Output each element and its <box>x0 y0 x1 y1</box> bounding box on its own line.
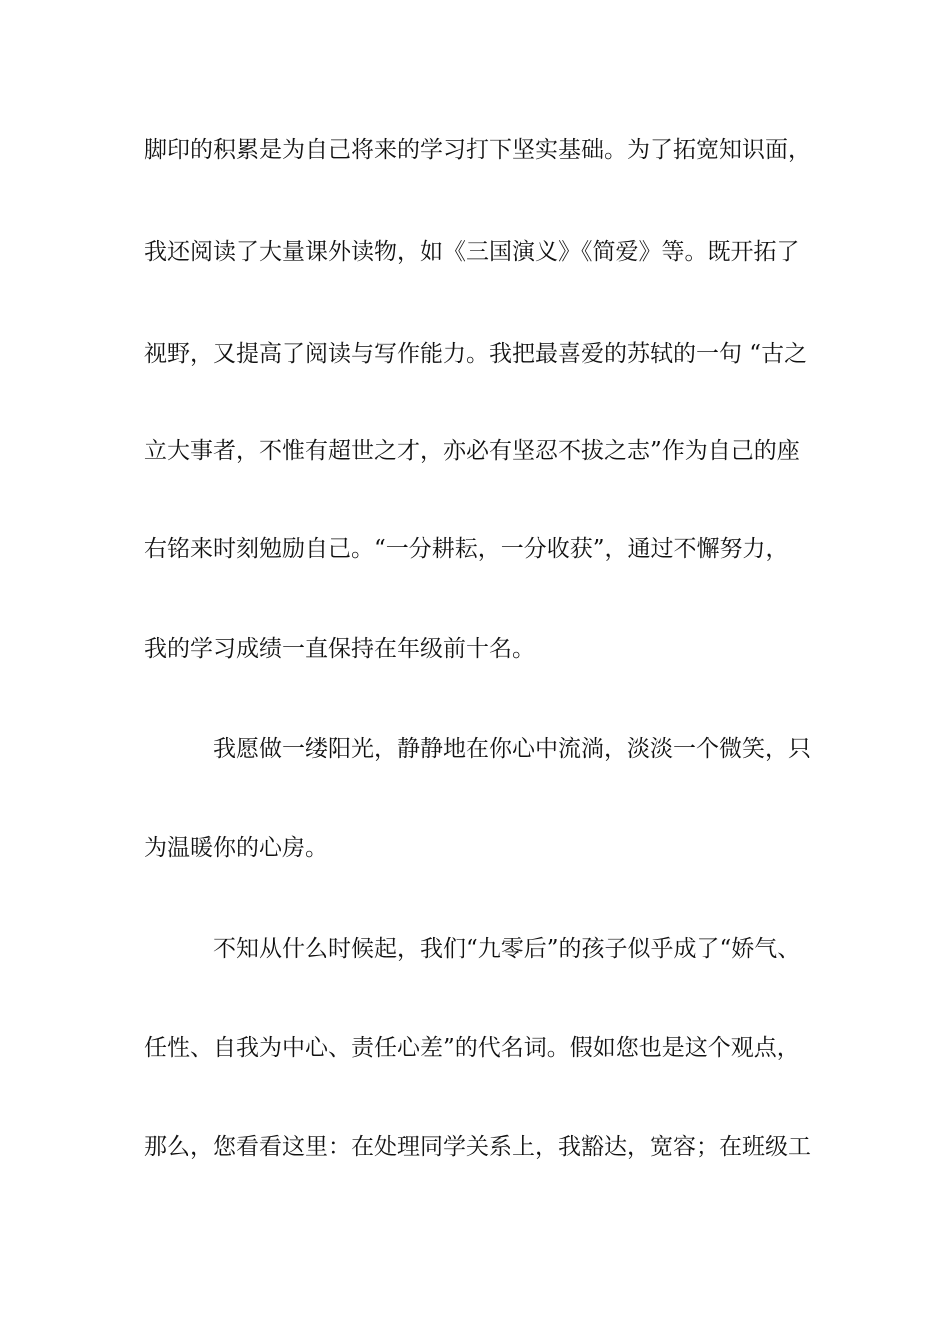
text-line: 脚印的积累是为自己将来的学习打下坚实基础。为了拓宽知识面， <box>144 137 811 163</box>
text-line: 立大事者，不惟有超世之才，亦必有坚忍不拔之志”作为自己的座 <box>144 438 800 464</box>
text-line: 我的学习成绩一直保持在年级前十名。 <box>144 636 535 662</box>
text-line: 那么，您看看这里：在处理同学关系上，我豁达，宽容；在班级工 <box>144 1134 811 1160</box>
text-line: 任性、自我为中心、责任心差”的代名词。假如您也是这个观点， <box>144 1035 800 1061</box>
text-line: 视野，又提高了阅读与写作能力。我把最喜爱的苏轼的一句 “古之 <box>144 341 808 367</box>
paragraph-first-line: 不知从什么时候起，我们“九零后”的孩子似乎成了“娇气、 <box>213 936 801 962</box>
paragraph-first-line: 我愿做一缕阳光，静静地在你心中流淌，淡淡一个微笑，只 <box>213 736 811 762</box>
text-line: 右铭来时刻勉励自己。“一分耕耘，一分收获”，通过不懈努力， <box>144 536 789 562</box>
text-line: 为温暖你的心房。 <box>144 835 328 861</box>
text-line: 我还阅读了大量课外读物，如《三国演义》《简爱》等。既开拓了 <box>144 239 800 265</box>
